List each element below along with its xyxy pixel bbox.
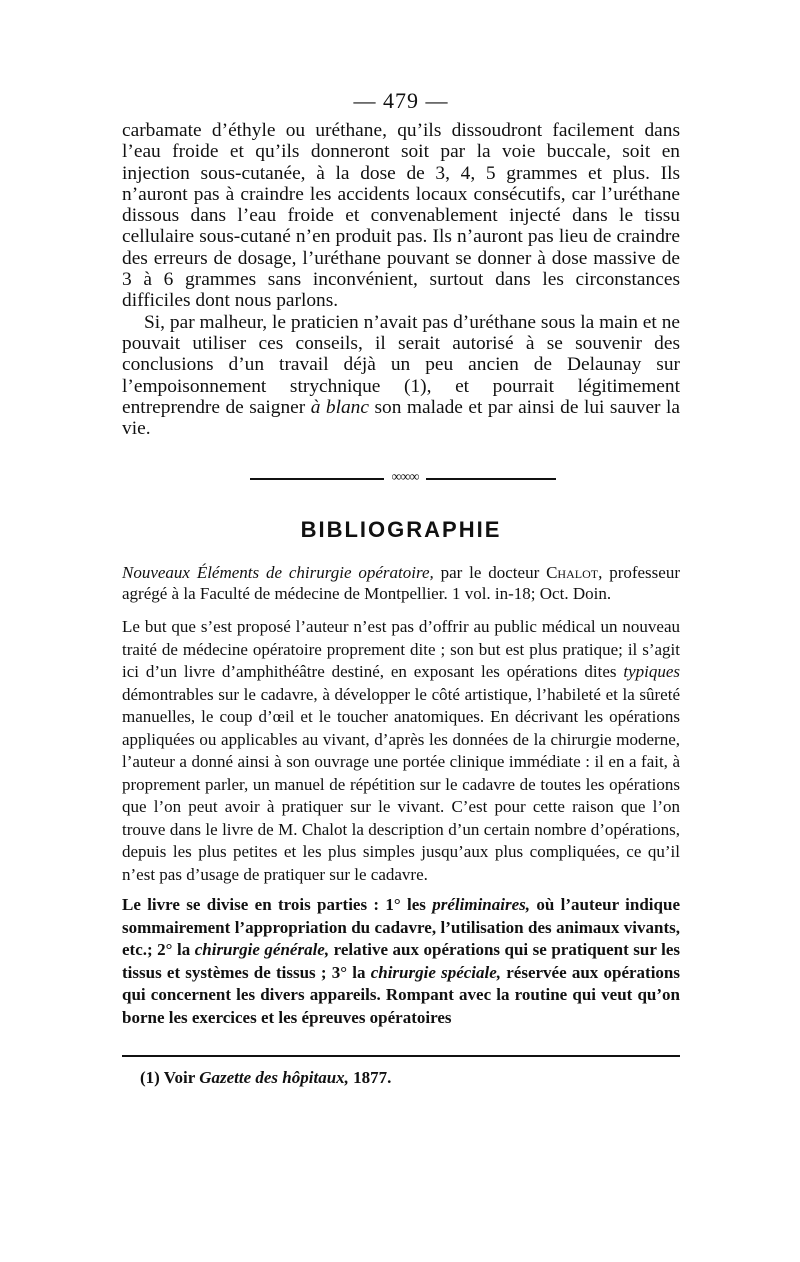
page-content [122, 86, 680, 1029]
reference-pre-author: par le docteur [433, 563, 547, 583]
footnote-year: 1877. [348, 1068, 392, 1087]
review-paragraph-1 [122, 616, 680, 886]
review-paragraph-1-emphasis: typiques [623, 662, 680, 682]
section-divider-ornament [122, 467, 680, 489]
footnote [140, 1068, 391, 1088]
review-paragraph-2-text-d: réservée aux opérations qui concernent les divers appareils. Rompant avec la routine qui veut qu’on borne les exercices et les épreuves opératoires [122, 962, 680, 1027]
page-number: — 479 — [353, 88, 449, 113]
body-paragraph-2-emphasis: à blanc [310, 396, 369, 418]
bibliography-reference [122, 563, 680, 604]
footnote-source: Gazette des hôpitaux, [199, 1068, 349, 1087]
review-paragraph-2-text-a: Le livre se divise en trois parties : 1° les [122, 895, 433, 915]
divider-knot: ∞∞∞ [384, 470, 426, 486]
reference-book-title: Nouveaux Éléments de chirurgie opératoire, [122, 563, 434, 583]
footnote-marker: (1) Voir [140, 1068, 200, 1087]
body-paragraph-2-text-a: Si, par malheur, le praticien n’avait pas d’uréthane sous la main et ne pouvait utiliser ces conseils, il serait autorisé à se souvenir des conclusions d’un travail déjà un peu ancien de Delaunay sur l’empoisonnement strychnique (1), et pourrait légitimement entreprendre de saigner [122, 311, 680, 418]
body-paragraph-2 [122, 312, 680, 440]
review-paragraph-2-text-b: où l’auteur indique sommairement l’appropriation du cadavre, l’utilisation des animaux vivants, etc.; 2° la [122, 895, 680, 960]
review-paragraph-2-emphasis-2: chirurgie générale, [194, 940, 330, 960]
review-paragraph-2-emphasis-1: préliminaires, [432, 895, 530, 915]
reference-details: professeur agrégé à la Faculté de médecine de Montpellier. 1 vol. in-18; Oct. Doin. [122, 563, 680, 603]
footnote-rule [122, 1055, 680, 1057]
body-paragraph-1: carbamate d’éthyle ou uréthane, qu’ils dissoudront facilement dans l’eau froide et qu’ils donneront soit par la voie buccale, soit en injection sous-cutanée, à la dose de 3, 4, 5 grammes et plus. Ils n’auront pas à craindre les accidents locaux consécutifs, car l’uréthane dissous dans l’eau froide et convenablement injecté dans le tissu cellulaire sous-cutané n’en produit pas. Ils n’auront pas lieu de craindre des erreurs de dosage, l’uréthane pouvant se donner à dose massive de 3 à 6 grammes sans inconvénient, surtout dans les circonstances difficiles dont nous parlons. [122, 120, 680, 312]
review-paragraph-2 [122, 894, 680, 1029]
body-paragraph-2-text-b: son malade et par ainsi de lui sauver la vie. [122, 396, 680, 440]
reference-author: Chalot, [546, 563, 603, 583]
review-paragraph-1-text-b: démontrables sur le cadavre, à développer le côté artistique, l’habileté et la sûreté manuelles, le coup d’œil et le toucher anatomiques. En décrivant les opérations appliquées ou applicables au vivant, d’après les données de la chirurgie moderne, l’auteur a donné ainsi à son ouvrage une portée clinique immédiate : il en a fait, à proprement parler, un manuel de répétition sur le cadavre de toutes les opérations que l’on peut avoir à pratiquer sur le vivant. C’est pour cette raison que l’on trouve dans le livre de M. Chalot la description d’un certain nombre d’opérations, depuis les plus petites et les plus simples jusqu’aux plus compliquées, ce qu’il n’est pas d’usage de pratiquer sur le cadavre. [122, 684, 680, 884]
review-paragraph-2-emphasis-3: chirurgie spéciale, [370, 962, 502, 982]
review-paragraph-2-text-c: relative aux opérations qui se pratiquent sur les tissus et systèmes de tissus ; 3° la [122, 940, 680, 982]
review-paragraph-1-text-a: Le but que s’est proposé l’auteur n’est pas d’offrir au public médical un nouveau traité de médecine opératoire proprement dite ; son but est plus pratique; il s’agit ici d’un livre d’amphithéâtre destiné, en exposant les opérations dites [122, 617, 680, 682]
bibliography-heading: BIBLIOGRAPHIE [300, 517, 502, 543]
